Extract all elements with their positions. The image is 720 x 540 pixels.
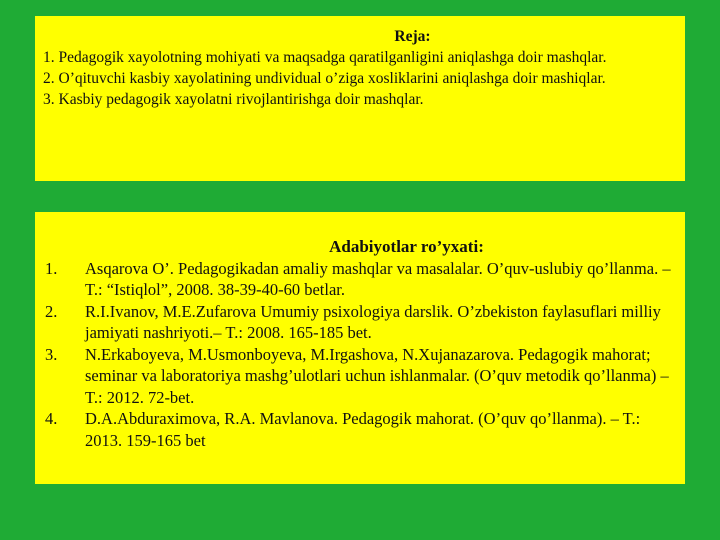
- plan-item-3: 3. Kasbiy pedagogik xayolatni rivojlantirishga doir mashqlar.: [43, 91, 424, 108]
- literature-panel: [35, 212, 685, 484]
- literature-item-number: 4.: [45, 409, 58, 428]
- literature-item-4: [43, 408, 677, 451]
- plan-item-1: 1. Pedagogik xayolotning mohiyati va maqsadga qaratilganligini aniqlashga doir mashqlar.: [43, 49, 607, 66]
- literature-item-1: [43, 258, 677, 301]
- literature-item-number: 3.: [45, 344, 58, 364]
- plan-title: Reja:: [394, 28, 431, 45]
- literature-item-text: D.A.Abduraximova, R.A. Mavlanova. Pedagogik mahorat. (O’quv qo’llanma). – T.: 2013. 159-165 bet: [85, 409, 641, 450]
- literature-item-text: Asqarova O’. Pedagogikadan amaliy mashqlar va masalalar. O’quv-uslubiy qo’llanma. – T.: “Istiqlol”, 2008. 38-39-40-60 betlar.: [85, 258, 671, 299]
- plan-item-2: 2. O’qituvchi kasbiy xayolatining undividual o’ziga xosliklarini aniqlashga doir mashiqlar.: [43, 70, 606, 87]
- plan-panel: [35, 16, 685, 181]
- literature-item-number: 1.: [45, 258, 58, 278]
- literature-list: [43, 258, 677, 452]
- literature-item-text: R.I.Ivanov, M.E.Zufarova Umumiy psixologiya darslik. O’zbekiston faylasuflari milliy jamiyati nashriyoti.– T.: 2008. 165-185 bet.: [85, 301, 661, 342]
- literature-item-text: N.Erkaboyeva, M.Usmonboyeva, M.Irgashova, N.Xujanazarova. Pedagogik mahorat; seminar va laboratoriya mashg’ulotlari uchun ishlanmalar. (O’quv metodik qo’llanma) – T.: 2012. 72-bet.: [85, 344, 669, 407]
- literature-title: Adabiyotlar ro’yxati:: [329, 237, 484, 256]
- literature-item-2: [43, 301, 677, 344]
- literature-item-3: [43, 344, 677, 409]
- literature-item-number: 2.: [45, 301, 58, 321]
